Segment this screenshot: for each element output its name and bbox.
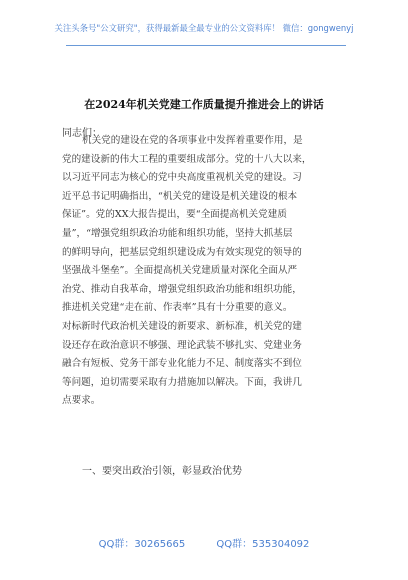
paragraph-line: 融合有短板、党务干部专业化能力不足、制度落实不到位 [62, 358, 302, 370]
paragraph-line: 坚强战斗堡垒”。全面提高机关党建质量对深化全面从严 [62, 265, 298, 277]
paragraph-line: 对标新时代政治机关建设的新要求、新标准，机关党的建 [62, 320, 302, 332]
paragraph-line: 的鲜明导向，把基层党组织建设成为有效实现党的领导的 [62, 246, 302, 258]
paragraph-line: 近平总书记明确指出，“机关党的建设是机关建设的根本 [62, 190, 298, 202]
paragraph-line: 等问题，迫切需要采取有力措施加以解决。下面，我讲几 [62, 376, 302, 388]
contact-footer [0, 535, 408, 550]
qq-group-2: QQ群：535304092 [216, 539, 310, 550]
paragraph-line: 设还存在政治意识不够强、理论武装不够扎实、党建业务 [62, 339, 302, 351]
paragraph-line: 保证”。党的XX大报告提出，要“全面提高机关党建质 [62, 209, 287, 221]
section-heading-1: 一、要突出政治引领，彰显政治优势 [82, 466, 242, 477]
promo-header: 关注头条号"公文研究"，获得最新最全最专业的公文资料库！ 微信：gongwenyj [54, 23, 354, 33]
paragraph-line: 推进机关党建“走在前、作表率”具有十分重要的意义。 [62, 302, 293, 314]
paragraph-line: 量”，“增强党组织政治功能和组织功能，坚持大抓基层 [62, 227, 293, 239]
header-divider [66, 45, 346, 46]
document-title: 在2024年机关党建工作质量提升推进会上的讲话 [84, 98, 324, 111]
paragraph-line: 党的建设新的伟大工程的重要组成部分。党的十八大以来， [62, 153, 312, 165]
salutation: 同志们： [62, 128, 102, 139]
paragraph-line: 机关党的建设在党的各项事业中发挥着重要作用，是 [82, 135, 303, 146]
qq-group-1: QQ群：30265665 [98, 539, 186, 550]
paragraph-1 [62, 132, 352, 411]
paragraph-line: 以习近平同志为核心的党中央高度重视机关党的建设。习 [62, 172, 302, 184]
paragraph-line: 治党、推动自我革命，增强党组织政治功能和组织功能， [62, 283, 302, 295]
paragraph-line: 点要求。 [62, 395, 101, 407]
